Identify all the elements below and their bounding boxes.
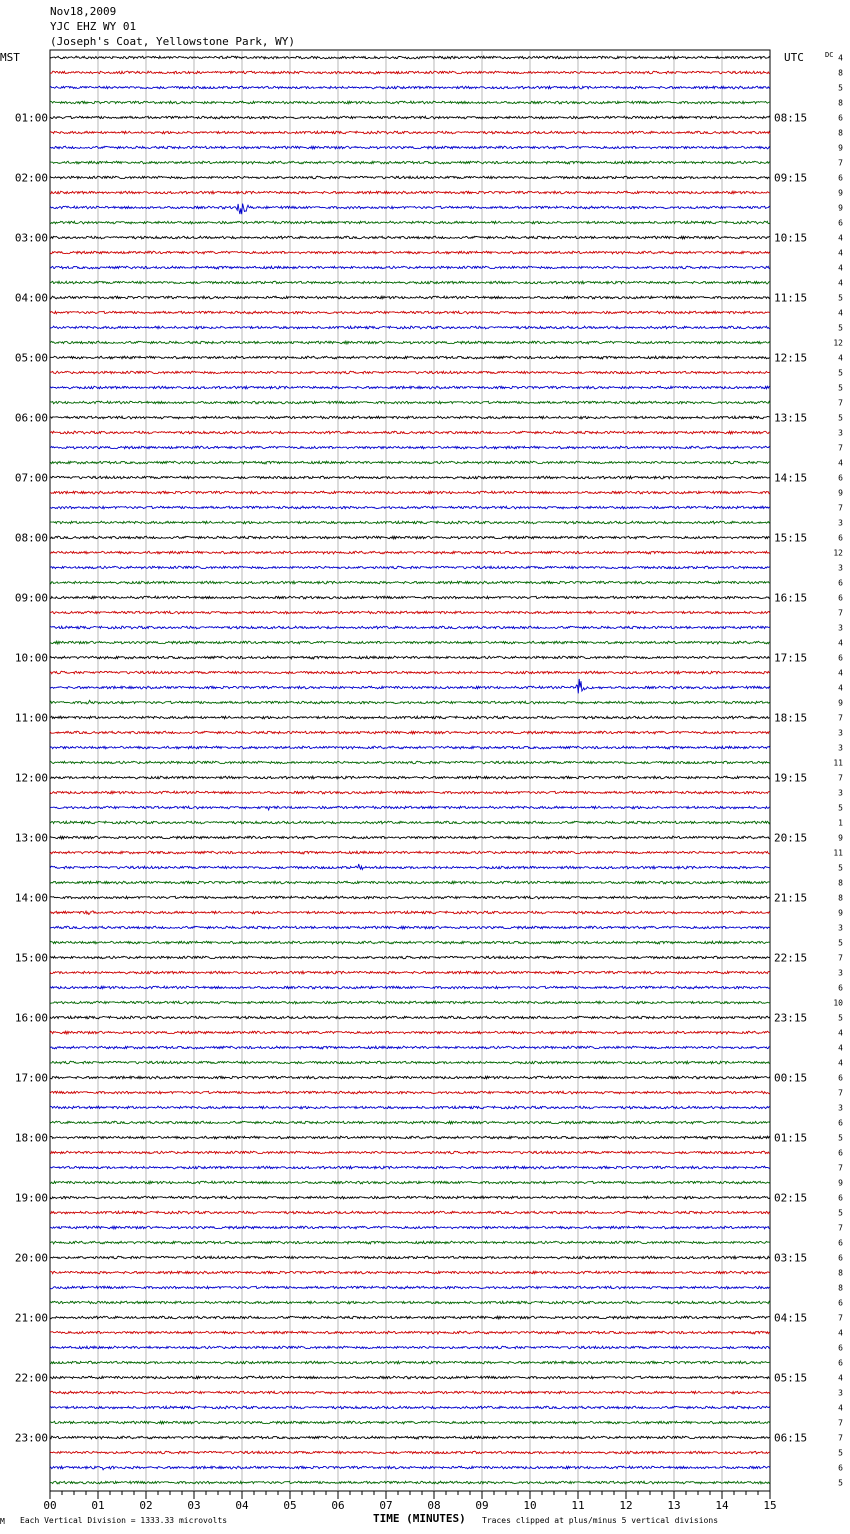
seismic-trace xyxy=(50,341,770,344)
dc-offset: 4 xyxy=(838,1328,843,1338)
seismic-trace xyxy=(50,446,770,449)
seismic-trace xyxy=(50,86,770,89)
dc-offset: 3 xyxy=(838,428,843,438)
mst-hour-label: 11:00 xyxy=(14,711,48,725)
dc-offset: 9 xyxy=(838,1178,843,1188)
seismic-trace xyxy=(50,1421,770,1424)
x-tick-label: 07 xyxy=(379,1499,393,1512)
utc-hour-label: 12:15 xyxy=(774,351,808,365)
seismic-trace xyxy=(50,1346,770,1349)
dc-offset: 4 xyxy=(838,1058,843,1068)
dc-offset: 3 xyxy=(838,728,843,738)
seismic-trace xyxy=(50,101,770,104)
seismic-trace xyxy=(50,131,770,134)
dc-offset: 6 xyxy=(838,1148,843,1158)
dc-offset: 12 xyxy=(833,548,843,558)
seismic-trace xyxy=(50,326,770,329)
dc-offset: 4 xyxy=(838,263,843,273)
mst-hour-label: 07:00 xyxy=(14,471,48,485)
mst-hour-label: 05:00 xyxy=(14,351,48,365)
seismic-trace xyxy=(50,221,770,224)
dc-offset: 4 xyxy=(838,1373,843,1383)
seismic-trace xyxy=(50,864,770,870)
dc-offset: 6 xyxy=(838,1118,843,1128)
seismic-trace xyxy=(50,1466,770,1470)
seismic-trace xyxy=(50,416,770,419)
utc-hour-label: 00:15 xyxy=(774,1071,808,1085)
dc-offset: 6 xyxy=(838,1463,843,1473)
x-tick-label: 15 xyxy=(763,1499,777,1512)
utc-label: UTC xyxy=(784,51,804,64)
utc-hour-label: 09:15 xyxy=(774,171,808,185)
seismic-trace xyxy=(50,731,770,734)
utc-hour-label: 18:15 xyxy=(774,711,808,725)
x-tick-label: 09 xyxy=(475,1499,489,1512)
seismic-trace xyxy=(50,311,770,314)
dc-offset: 5 xyxy=(838,413,843,423)
seismic-trace xyxy=(50,1436,770,1439)
dc-offset: 7 xyxy=(838,1433,843,1443)
utc-hour-label: 06:15 xyxy=(774,1431,808,1445)
mst-hour-label: 22:00 xyxy=(14,1371,48,1385)
seismic-trace xyxy=(50,491,770,494)
dc-offset: 6 xyxy=(838,1253,843,1263)
dc-offset: 7 xyxy=(838,1223,843,1233)
seismic-trace xyxy=(50,1091,770,1094)
dc-offset: 7 xyxy=(838,1163,843,1173)
dc-offset: 6 xyxy=(838,1238,843,1248)
dc-offset: 6 xyxy=(838,1298,843,1308)
seismic-trace xyxy=(50,1301,770,1304)
seismic-trace xyxy=(50,596,770,599)
dc-offset: 6 xyxy=(838,653,843,663)
utc-hour-label: 17:15 xyxy=(774,651,808,665)
seismic-trace xyxy=(50,1046,770,1049)
dc-offset: 4 xyxy=(838,233,843,243)
x-tick-label: 11 xyxy=(571,1499,585,1512)
dc-offset: 9 xyxy=(838,188,843,198)
mst-hour-label: 23:00 xyxy=(14,1431,48,1445)
utc-hour-label: 05:15 xyxy=(774,1371,808,1385)
seismic-trace xyxy=(50,281,770,284)
dc-offset: 4 xyxy=(838,53,843,63)
seismic-trace xyxy=(50,581,770,584)
seismic-trace xyxy=(50,641,770,644)
seismic-trace xyxy=(50,551,770,554)
dc-offset: 5 xyxy=(838,83,843,93)
utc-hour-label: 02:15 xyxy=(774,1191,808,1205)
x-tick-label: 05 xyxy=(283,1499,297,1512)
utc-hour-label: 13:15 xyxy=(774,411,808,425)
x-tick-label: 13 xyxy=(667,1499,681,1512)
seismic-trace xyxy=(50,1151,770,1154)
dc-offset: 4 xyxy=(838,638,843,648)
seismic-trace xyxy=(50,431,770,434)
dc-offset: 11 xyxy=(833,758,843,768)
seismic-trace xyxy=(50,1256,770,1259)
dc-offset: 5 xyxy=(838,1448,843,1458)
seismic-trace xyxy=(50,371,770,374)
mst-hour-label: 02:00 xyxy=(14,171,48,185)
mst-hour-label: 04:00 xyxy=(14,291,48,305)
seismic-trace xyxy=(50,746,770,749)
dc-offset: 5 xyxy=(838,863,843,873)
dc-offset: 7 xyxy=(838,1313,843,1323)
dc-offset: 10 xyxy=(833,998,843,1008)
seismic-trace xyxy=(50,1406,770,1409)
seismic-trace xyxy=(50,1031,770,1034)
seismic-trace xyxy=(50,926,770,929)
mst-hour-label: 17:00 xyxy=(14,1071,48,1085)
utc-hour-label: 01:15 xyxy=(774,1131,808,1145)
mst-hour-label: 21:00 xyxy=(14,1311,48,1325)
seismic-trace xyxy=(50,941,770,944)
dc-offset: 6 xyxy=(838,473,843,483)
seismic-trace xyxy=(50,116,770,119)
mst-label: MST xyxy=(0,51,20,64)
utc-hour-label: 21:15 xyxy=(774,891,808,905)
seismic-trace xyxy=(50,476,770,479)
dc-offset: 5 xyxy=(838,1208,843,1218)
utc-hour-label: 22:15 xyxy=(774,951,808,965)
seismic-trace xyxy=(50,461,770,464)
seismic-trace xyxy=(50,204,770,215)
x-tick-label: 14 xyxy=(715,1499,729,1512)
dc-label: DC xyxy=(825,51,834,59)
seismic-trace xyxy=(50,71,770,74)
seismic-trace xyxy=(50,986,770,989)
dc-offset: 6 xyxy=(838,218,843,228)
plot-date: Nov18,2009 xyxy=(50,5,117,18)
seismic-trace xyxy=(50,971,770,974)
seismic-trace xyxy=(50,1196,770,1199)
seismic-trace xyxy=(50,356,770,359)
x-tick-label: 08 xyxy=(427,1499,441,1512)
dc-offset: 6 xyxy=(838,1358,843,1368)
dc-offset: 7 xyxy=(838,1088,843,1098)
seismic-trace xyxy=(50,401,770,404)
seismic-trace xyxy=(50,1136,770,1139)
dc-offset: 4 xyxy=(838,683,843,693)
dc-offset: 7 xyxy=(838,158,843,168)
dc-offset: 6 xyxy=(838,113,843,123)
seismic-trace xyxy=(50,656,770,659)
x-tick-label: 04 xyxy=(235,1499,249,1512)
mst-hour-label: 09:00 xyxy=(14,591,48,605)
dc-offset: 4 xyxy=(838,248,843,258)
seismic-trace xyxy=(50,1181,770,1184)
seismic-trace xyxy=(50,1391,770,1394)
dc-offset: 9 xyxy=(838,833,843,843)
seismic-trace xyxy=(50,1211,770,1214)
mst-hour-label: 10:00 xyxy=(14,651,48,665)
utc-hour-label: 23:15 xyxy=(774,1011,808,1025)
utc-hour-label: 11:15 xyxy=(774,291,808,305)
dc-offset: 7 xyxy=(838,713,843,723)
seismic-trace xyxy=(50,1361,770,1364)
seismic-trace xyxy=(50,146,770,149)
seismic-trace xyxy=(50,1241,770,1244)
utc-hour-label: 19:15 xyxy=(774,771,808,785)
seismic-trace xyxy=(50,776,770,779)
dc-offset: 6 xyxy=(838,578,843,588)
x-tick-label: 10 xyxy=(523,1499,537,1512)
x-tick-label: 00 xyxy=(43,1499,57,1512)
utc-hour-label: 03:15 xyxy=(774,1251,808,1265)
dc-offset: 3 xyxy=(838,968,843,978)
scale-note: Each Vertical Division = 1333.33 microvolts xyxy=(20,1516,228,1525)
seismic-trace xyxy=(50,386,770,389)
dc-offset: 8 xyxy=(838,893,843,903)
seismic-trace xyxy=(50,896,770,899)
mst-hour-label: 13:00 xyxy=(14,831,48,845)
seismic-trace xyxy=(50,1106,770,1109)
seismic-trace xyxy=(50,791,770,794)
dc-offset: 1 xyxy=(838,818,843,828)
utc-hour-label: 15:15 xyxy=(774,531,808,545)
dc-offset: 5 xyxy=(838,323,843,333)
seismic-trace xyxy=(50,296,770,299)
dc-offset: 3 xyxy=(838,743,843,753)
dc-offset: 5 xyxy=(838,1133,843,1143)
utc-hour-label: 04:15 xyxy=(774,1311,808,1325)
x-axis-title: TIME (MINUTES) xyxy=(373,1512,466,1525)
dc-offset: 8 xyxy=(838,98,843,108)
seismic-trace xyxy=(50,716,770,719)
dc-offset: 5 xyxy=(838,803,843,813)
clip-note: Traces clipped at plus/minus 5 vertical divisions xyxy=(482,1516,719,1525)
dc-offset: 5 xyxy=(838,383,843,393)
seismic-trace xyxy=(50,1481,770,1484)
dc-offset: 6 xyxy=(838,1073,843,1083)
seismic-trace xyxy=(50,1376,770,1379)
dc-offset: 3 xyxy=(838,623,843,633)
seismic-trace xyxy=(50,506,770,509)
seismic-trace xyxy=(50,821,770,824)
dc-offset: 11 xyxy=(833,848,843,858)
seismic-trace xyxy=(50,1061,770,1064)
seismic-trace xyxy=(50,806,770,810)
seismic-trace xyxy=(50,1001,770,1004)
seismic-trace xyxy=(50,521,770,524)
seismic-trace xyxy=(50,1331,770,1334)
dc-offset: 4 xyxy=(838,308,843,318)
dc-offset: 6 xyxy=(838,593,843,603)
dc-offset: 7 xyxy=(838,398,843,408)
dc-offset: 4 xyxy=(838,1043,843,1053)
station-location: (Joseph's Coat, Yellowstone Park, WY) xyxy=(50,35,296,48)
x-tick-label: 12 xyxy=(619,1499,633,1512)
seismic-trace xyxy=(50,236,770,239)
seismic-trace xyxy=(50,191,770,194)
seismic-trace xyxy=(50,761,770,764)
seismic-trace xyxy=(50,881,770,884)
seismic-trace xyxy=(50,611,770,614)
seismic-trace xyxy=(50,1226,770,1229)
dc-offset: 9 xyxy=(838,143,843,153)
seismic-trace xyxy=(50,911,770,914)
utc-hour-label: 10:15 xyxy=(774,231,808,245)
dc-offset: 5 xyxy=(838,1478,843,1488)
dc-offset: 4 xyxy=(838,1403,843,1413)
dc-offset: 6 xyxy=(838,533,843,543)
seismic-trace xyxy=(50,700,770,704)
utc-hour-label: 14:15 xyxy=(774,471,808,485)
seismic-trace xyxy=(50,956,770,959)
seismic-trace xyxy=(50,1166,770,1169)
seismic-trace xyxy=(50,1451,770,1454)
seismic-trace xyxy=(50,1286,770,1289)
seismic-trace xyxy=(50,626,770,629)
seismic-trace xyxy=(50,1076,770,1079)
seismic-trace xyxy=(50,251,770,254)
seismic-trace xyxy=(50,1121,770,1124)
x-tick-label: 03 xyxy=(187,1499,201,1512)
seismic-trace xyxy=(50,671,770,674)
mst-hour-label: 06:00 xyxy=(14,411,48,425)
dc-offset: 4 xyxy=(838,353,843,363)
seismic-trace xyxy=(50,536,770,539)
dc-offset: 4 xyxy=(838,668,843,678)
dc-offset: 7 xyxy=(838,608,843,618)
dc-offset: 6 xyxy=(838,1193,843,1203)
dc-offset: 5 xyxy=(838,938,843,948)
dc-offset: 6 xyxy=(838,1343,843,1353)
mst-hour-label: 19:00 xyxy=(14,1191,48,1205)
x-tick-label: 01 xyxy=(91,1499,105,1512)
dc-offset: 7 xyxy=(838,953,843,963)
dc-offset: 5 xyxy=(838,1013,843,1023)
seismic-trace xyxy=(50,1016,770,1019)
dc-offset: 3 xyxy=(838,1103,843,1113)
dc-offset: 3 xyxy=(838,518,843,528)
seismic-trace xyxy=(50,176,770,179)
dc-offset: 3 xyxy=(838,563,843,573)
seismic-trace xyxy=(50,836,770,839)
dc-offset: 9 xyxy=(838,488,843,498)
utc-hour-label: 08:15 xyxy=(774,111,808,125)
dc-offset: 8 xyxy=(838,878,843,888)
dc-offset: 9 xyxy=(838,203,843,213)
seismic-trace xyxy=(50,266,770,269)
plot-frame xyxy=(50,50,770,1491)
dc-offset: 5 xyxy=(838,293,843,303)
mst-hour-label: 14:00 xyxy=(14,891,48,905)
mst-hour-label: 15:00 xyxy=(14,951,48,965)
utc-hour-label: 16:15 xyxy=(774,591,808,605)
dc-offset: 9 xyxy=(838,908,843,918)
dc-offset: 12 xyxy=(833,338,843,348)
dc-offset: 3 xyxy=(838,788,843,798)
mst-hour-label: 20:00 xyxy=(14,1251,48,1265)
seismic-trace xyxy=(50,851,770,854)
dc-offset: 6 xyxy=(838,173,843,183)
seismic-trace xyxy=(50,161,770,164)
dc-offset: 7 xyxy=(838,503,843,513)
station-code: YJC EHZ WY 01 xyxy=(50,20,137,33)
mst-hour-label: 16:00 xyxy=(14,1011,48,1025)
mst-hour-label: 01:00 xyxy=(14,111,48,125)
mst-hour-label: 03:00 xyxy=(14,231,48,245)
corner-mark: M xyxy=(0,1517,5,1526)
dc-offset: 8 xyxy=(838,1268,843,1278)
x-tick-label: 06 xyxy=(331,1499,345,1512)
dc-offset: 7 xyxy=(838,773,843,783)
seismic-trace xyxy=(50,679,770,693)
seismic-trace xyxy=(50,1271,770,1274)
dc-offset: 4 xyxy=(838,1028,843,1038)
x-tick-label: 02 xyxy=(139,1499,153,1512)
seismic-trace xyxy=(50,566,770,569)
dc-offset: 8 xyxy=(838,1283,843,1293)
dc-offset: 8 xyxy=(838,68,843,78)
dc-offset: 4 xyxy=(838,278,843,288)
dc-offset: 3 xyxy=(838,1388,843,1398)
mst-hour-label: 18:00 xyxy=(14,1131,48,1145)
dc-offset: 4 xyxy=(838,458,843,468)
dc-offset: 3 xyxy=(838,923,843,933)
dc-offset: 5 xyxy=(838,368,843,378)
mst-hour-label: 12:00 xyxy=(14,771,48,785)
dc-offset: 7 xyxy=(838,443,843,453)
seismic-trace xyxy=(50,1316,770,1319)
mst-hour-label: 08:00 xyxy=(14,531,48,545)
dc-offset: 6 xyxy=(838,983,843,993)
dc-offset: 8 xyxy=(838,128,843,138)
seismic-trace xyxy=(50,56,770,59)
dc-offset: 7 xyxy=(838,1418,843,1428)
dc-offset: 9 xyxy=(838,698,843,708)
utc-hour-label: 20:15 xyxy=(774,831,808,845)
